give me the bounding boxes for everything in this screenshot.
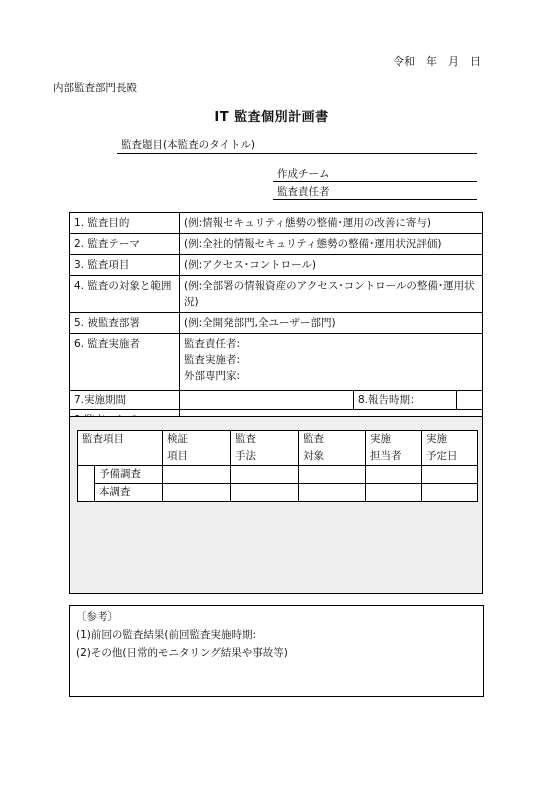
table-row xyxy=(70,313,483,334)
col-header-verify: 検証 項目 xyxy=(163,431,231,466)
col-header-date: 実施 予定日 xyxy=(422,431,478,466)
report-value[interactable] xyxy=(457,391,482,409)
row-label: 3. 監査項目 xyxy=(70,255,180,276)
reference-title: 〔参考〕 xyxy=(76,611,118,623)
row-label: 5. 被監査部署 xyxy=(70,313,180,334)
schedule-row xyxy=(78,484,478,502)
team-label: 作成チーム xyxy=(277,168,330,180)
row-value-items[interactable]: (例:アクセス･コントロール) xyxy=(180,255,483,276)
reference-box xyxy=(69,605,484,697)
subject-label: 監査題目(本監査のタイトル) xyxy=(121,139,255,151)
team-field[interactable] xyxy=(273,165,477,182)
schedule-cell[interactable] xyxy=(231,466,299,484)
schedule-cell[interactable] xyxy=(163,466,231,484)
row-label: 1. 監査目的 xyxy=(70,213,180,234)
schedule-row xyxy=(78,466,478,484)
schedule-cell[interactable] xyxy=(366,484,422,502)
schedule-cell[interactable] xyxy=(299,466,366,484)
table-row xyxy=(70,213,483,234)
schedule-cell[interactable] xyxy=(163,484,231,502)
period-label: 7.実施期間 xyxy=(70,391,180,410)
table-row xyxy=(70,276,483,313)
schedule-cell[interactable] xyxy=(422,484,478,502)
row-value-theme[interactable]: (例:全社的情報セキュリティ態勢の整備･運用状況評価) xyxy=(180,234,483,255)
row-label: 6. 監査実施者 xyxy=(70,334,180,391)
schedule-row-label: 予備調査 xyxy=(95,466,163,484)
responsible-field[interactable] xyxy=(273,183,477,200)
row-value-purpose[interactable]: (例:情報セキュリティ態勢の整備･運用の改善に寄与) xyxy=(180,213,483,234)
table-row xyxy=(70,391,483,410)
period-value[interactable] xyxy=(180,391,354,410)
schedule-table xyxy=(77,430,478,502)
plan-table xyxy=(69,212,483,431)
schedule-cell[interactable] xyxy=(422,466,478,484)
subject-field[interactable] xyxy=(117,137,477,154)
row-value-scope[interactable]: (例:全部署の情報資産のアクセス･コントロールの整備･運用状況) xyxy=(180,276,483,313)
report-label: 8.報告時期： xyxy=(354,391,457,409)
col-header-assignee: 実施 担当者 xyxy=(366,431,422,466)
table-row xyxy=(70,334,483,391)
schedule-row-label: 本調査 xyxy=(95,484,163,502)
auditor-line: 外部専門家: xyxy=(184,370,241,382)
table-row xyxy=(70,234,483,255)
reference-item-2: (2)その他(日常的モニタリング結果や事故等) xyxy=(76,647,288,659)
document-date: 令和 年 月 日 xyxy=(393,55,481,68)
document-title: IT 監査個別計画書 xyxy=(214,110,329,125)
addressee: 内部監査部門長殿 xyxy=(53,82,137,94)
row-value-auditors[interactable] xyxy=(180,334,483,391)
schedule-cell[interactable] xyxy=(231,484,299,502)
schedule-cell[interactable] xyxy=(366,466,422,484)
col-header-method: 監査 手法 xyxy=(231,431,299,466)
col-header-target: 監査 対象 xyxy=(299,431,366,466)
reference-item-1: (1)前回の監査結果(前回監査実施時期: xyxy=(76,629,257,641)
row-label: 4. 監査の対象と範囲 xyxy=(70,276,180,313)
schedule-cell[interactable] xyxy=(299,484,366,502)
table-row xyxy=(70,255,483,276)
row-value-audited-dept[interactable]: (例:全開発部門,全ユーザー部門) xyxy=(180,313,483,334)
responsible-label: 監査責任者 xyxy=(277,186,330,198)
auditor-line: 監査責任者: xyxy=(184,338,241,350)
auditor-line: 監査実施者: xyxy=(184,354,241,366)
row-label: 2. 監査テーマ xyxy=(70,234,180,255)
schedule-header-row xyxy=(78,431,478,466)
col-header-item: 監査項目 xyxy=(78,431,163,466)
